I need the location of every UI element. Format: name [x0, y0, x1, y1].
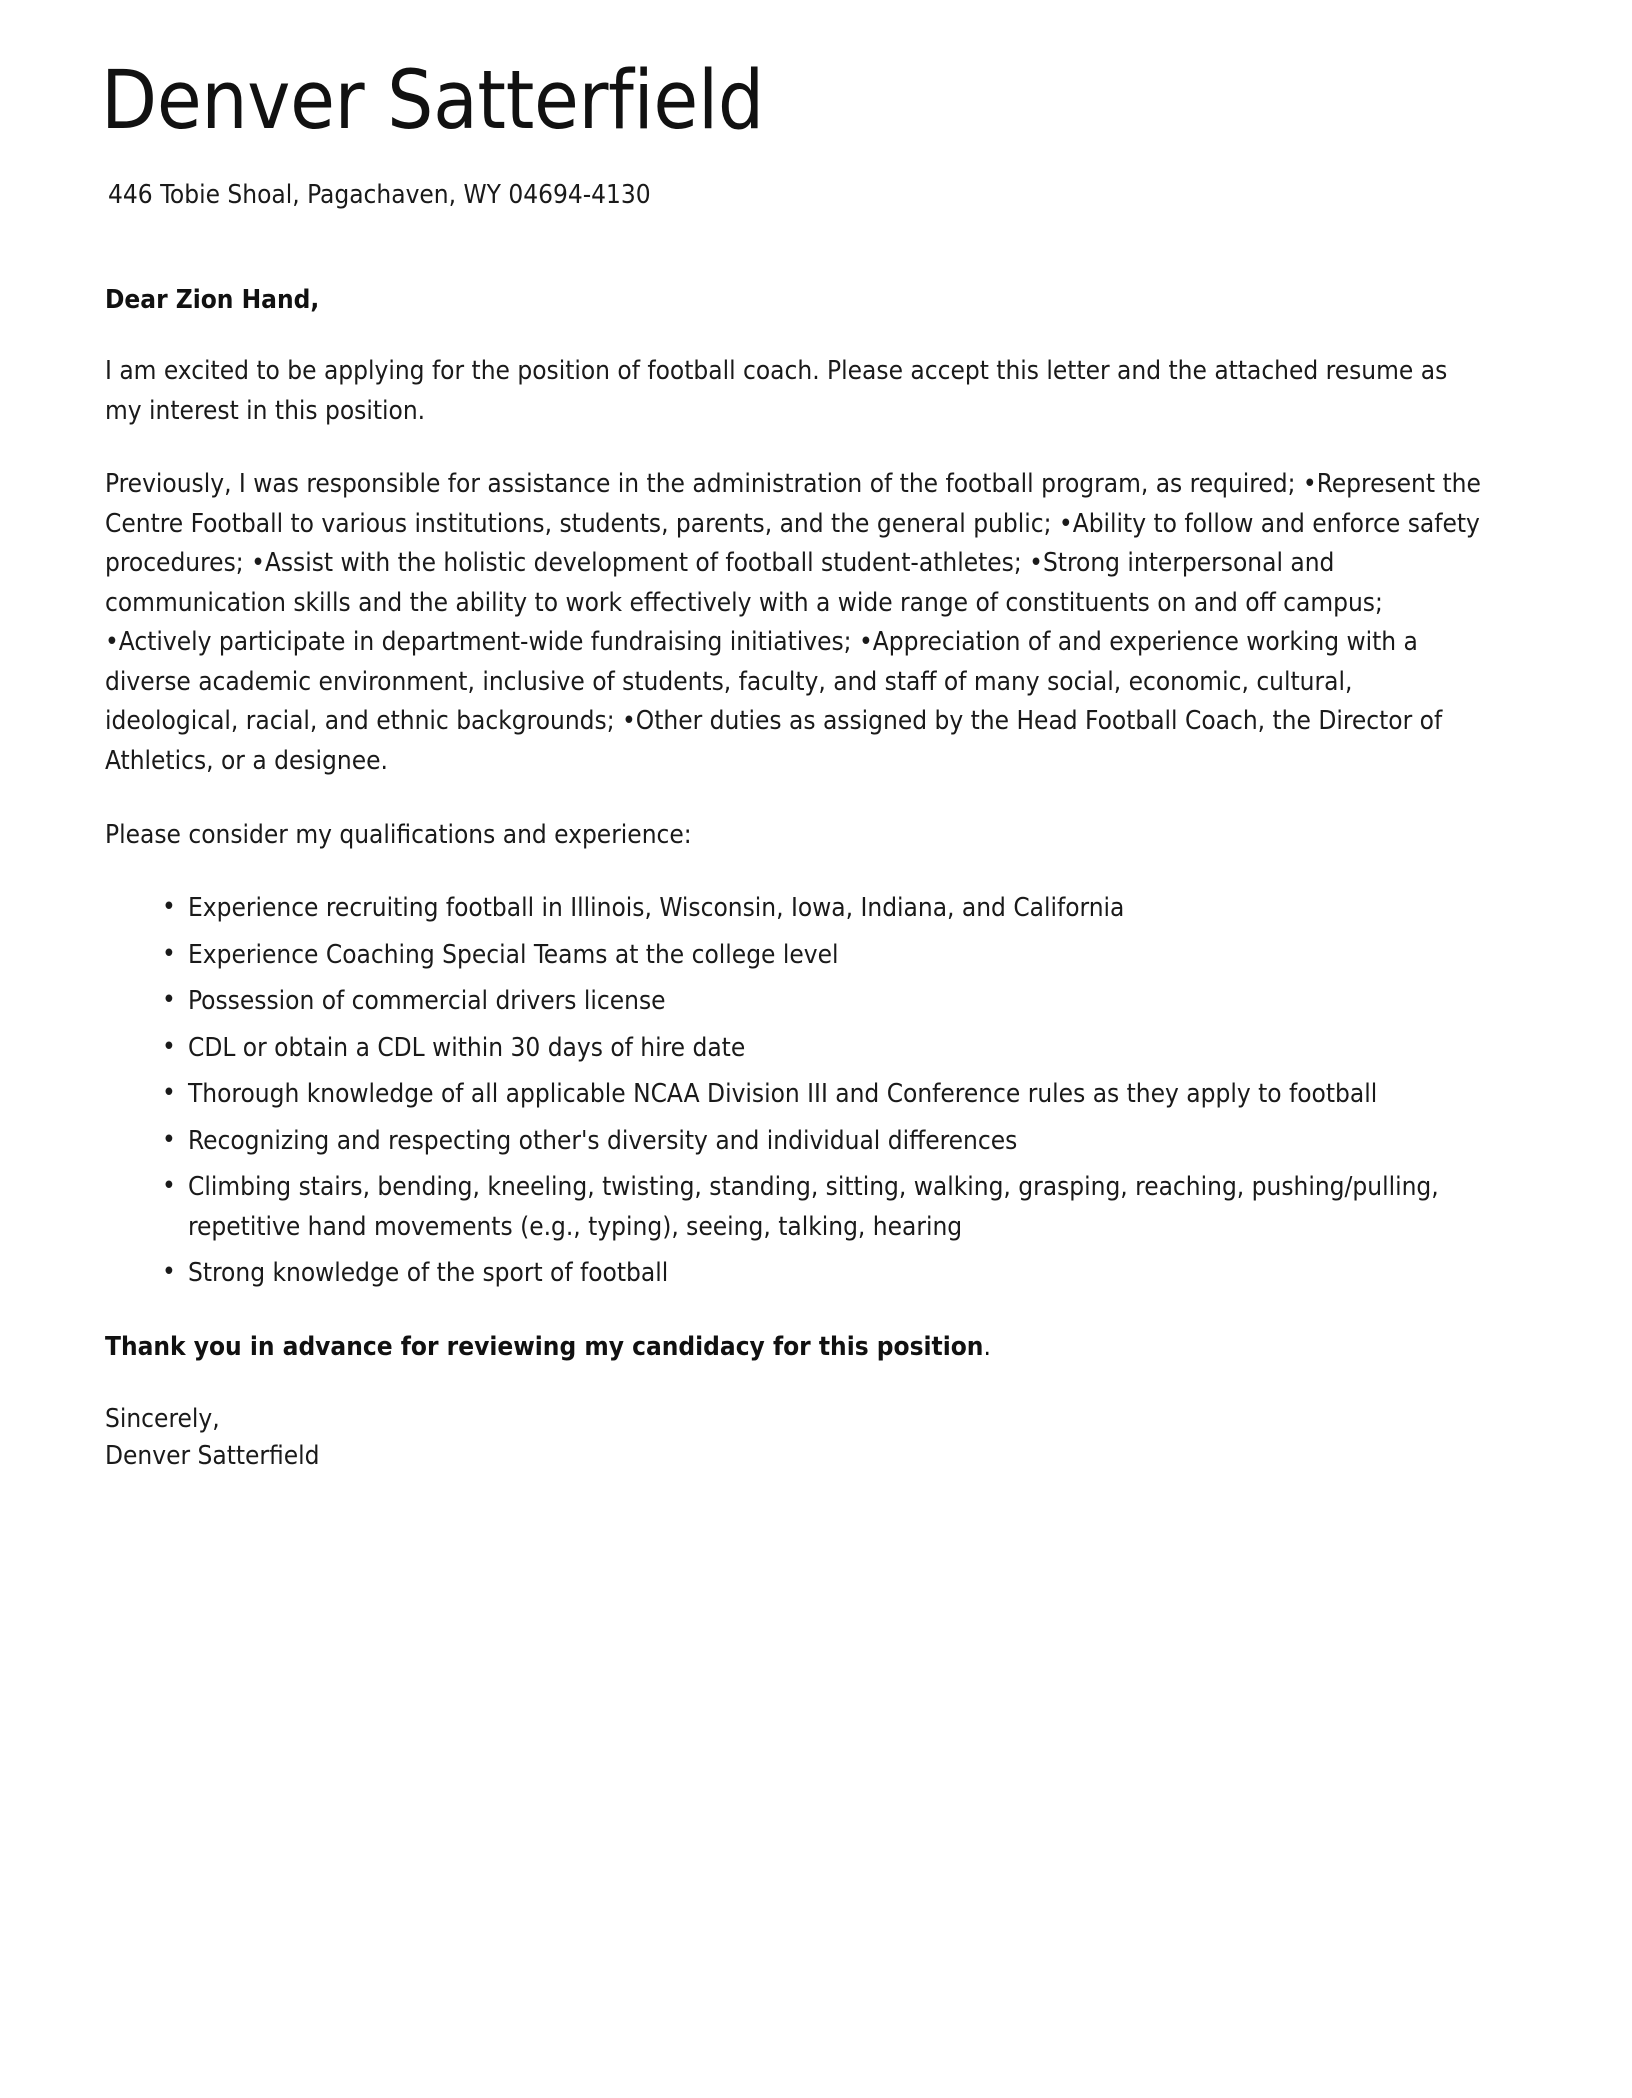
sender-address: 446 Tobie Shoal, Pagachaven, WY 04694-4130	[108, 180, 651, 211]
list-item: • Experience Coaching Special Teams at the college level	[162, 936, 1492, 976]
paragraph-qualifications-lead: Please consider my qualifications and experience:	[105, 819, 692, 850]
thank-you-text: Thank you in advance for reviewing my candidacy for this position	[105, 1331, 984, 1362]
list-item: • Climbing stairs, bending, kneeling, twisting, standing, sitting, walking, grasping, reaching, pushing/pulling, repetitive hand movements (e.g., typing), seeing, talking, hearing	[162, 1168, 1492, 1247]
list-item: • CDL or obtain a CDL within 30 days of hire date	[162, 1029, 1492, 1069]
list-item: • Possession of commercial drivers license	[162, 982, 1492, 1022]
list-item: • Experience recruiting football in Illinois, Wisconsin, Iowa, Indiana, and California	[162, 889, 1492, 929]
thank-you-period: .	[983, 1331, 991, 1362]
thank-you-line	[105, 1328, 1552, 1367]
signature-block	[105, 1401, 1552, 1475]
letter-body	[105, 283, 1552, 1474]
list-item: • Recognizing and respecting other's diversity and individual differences	[162, 1122, 1492, 1162]
salutation: Dear Zion Hand,	[105, 285, 320, 316]
list-item: • Thorough knowledge of all applicable NCAA Division III and Conference rules as they apply to football	[162, 1075, 1492, 1115]
sign-off: Sincerely,	[105, 1403, 220, 1434]
page-title: Denver Satterfield	[101, 54, 764, 148]
qualifications-list	[105, 889, 1492, 1294]
paragraph-experience: Previously, I was responsible for assistance in the administration of the football program, as required; •Represent the Centre Football to various institutions, students, parents, and the general public; •Ability to follow and enforce safety procedures; •Assist with the holistic development of football student-athletes; •Strong interpersonal and communication skills and the ability to work effectively with a wide range of constituents on and off campus; •Actively participate in department-wide fundraising initiatives; •Appreciation of and experience working with a diverse academic environment, inclusive of students, faculty, and staff of many social, economic, cultural, ideological, racial, and ethnic backgrounds; •Other duties as assigned by the Head Football Coach, the Director of Athletics, or a designee.	[105, 469, 1481, 776]
signature-name: Denver Satterfield	[105, 1440, 320, 1471]
paragraph-intro: I am excited to be applying for the position of football coach. Please accept this letter and the attached resume as my interest in this position.	[105, 356, 1448, 426]
list-item: • Strong knowledge of the sport of football	[162, 1254, 1492, 1294]
